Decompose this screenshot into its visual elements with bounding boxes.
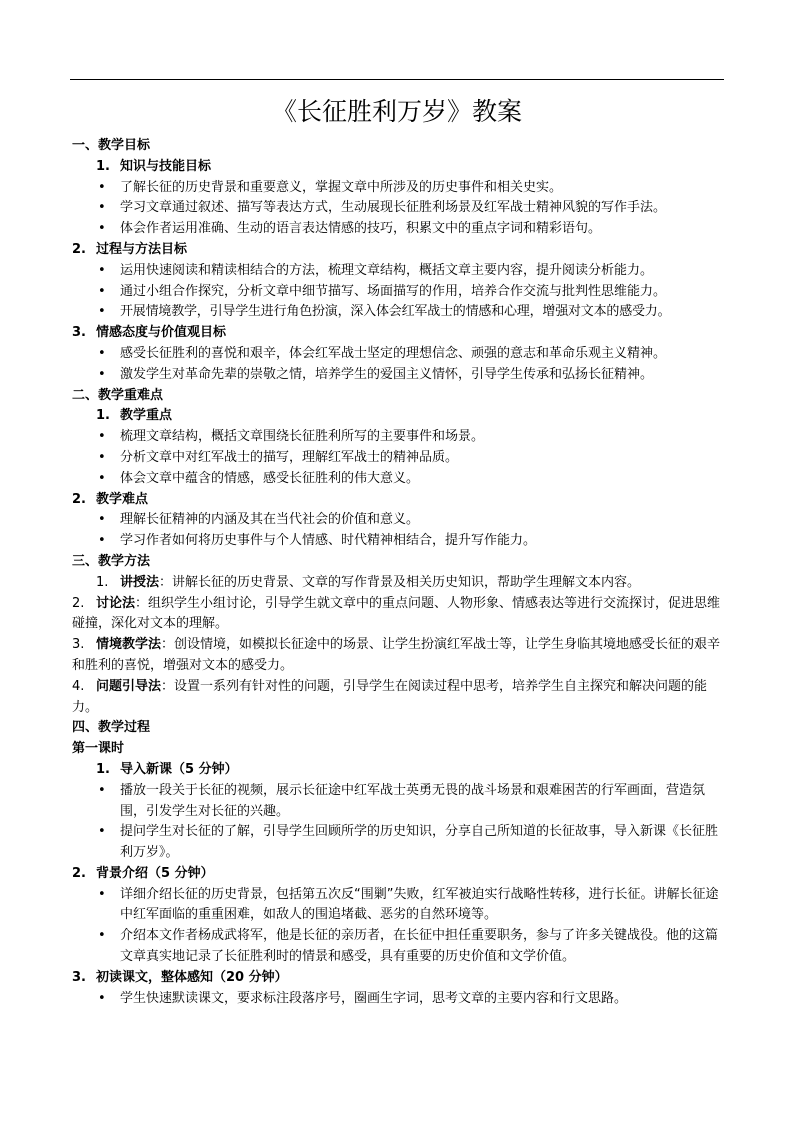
bullet-icon: • (98, 429, 106, 445)
list-item: • 学习文章通过叙述、描写等表达方式，生动展现长征胜利场景及红军战士精神风貌的写作手法。 (72, 198, 724, 219)
subheading: 3. 初读课文，整体感知（20 分钟） (72, 969, 288, 985)
list-item: • 了解长征的历史背景和重要意义，掌握文章中所涉及的历史事件和相关史实。 (72, 178, 724, 199)
bullet-icon: • (98, 304, 106, 320)
bullet-icon: • (98, 221, 106, 237)
bullet-icon: • (98, 449, 106, 465)
bullet-icon: • (98, 782, 106, 798)
bullet-icon: • (98, 262, 106, 278)
subheading: 1. 教学重点 (96, 408, 173, 424)
list-item: • 播放一段关于长征的视频，展示长征途中红军战士英勇无畏的战斗场景和艰难困苦的行军画面，营造氛围，引发学生对长征的兴趣。 (98, 782, 706, 819)
header-rule (70, 79, 724, 80)
section-heading-methods: 三、教学方法 (72, 553, 151, 569)
bullet-icon: • (98, 512, 106, 528)
list-item: • 理解长征精神的内涵及其在当代社会的价值和意义。 (72, 510, 724, 531)
bullet-icon: • (98, 345, 106, 361)
list-item: • 体会作者运用准确、生动的语言表达情感的技巧，积累文中的重点字词和精彩语句。 (72, 219, 724, 240)
subheading: 1. 知识与技能目标 (96, 158, 212, 174)
section-heading-process: 四、教学过程 (72, 720, 151, 736)
bullet-icon: • (98, 990, 106, 1006)
list-item: • 体会文章中蕴含的情感，感受长征胜利的伟大意义。 (72, 469, 724, 490)
list-item: • 学生快速默读课文，要求标注段落序号，圈画生字词，思考文章的主要内容和行文思路。 (72, 989, 724, 1010)
list-item: • 详细介绍长征的历史背景，包括第五次反“围剿”失败，红军被迫实行战略性转移，进行长征。讲解长征途中红军面临的重重困难，如敌人的围追堵截、恶劣的自然环境等。 (98, 886, 719, 923)
subheading: 1. 导入新课（5 分钟） (96, 761, 238, 777)
subheading: 2. 教学难点 (72, 491, 149, 507)
page-title: 《长征胜利万岁》教案 (271, 97, 522, 126)
list-item: • 通过小组合作探究，分析文章中细节描写、场面描写的作用，培养合作交流与批判性思维能力。 (72, 282, 724, 303)
list-item: • 分析文章中对红军战士的描写，理解红军战士的精神品质。 (72, 448, 724, 469)
list-item: • 学习作者如何将历史事件与个人情感、时代精神相结合，提升写作能力。 (72, 531, 724, 552)
subheading: 2. 过程与方法目标 (72, 241, 188, 257)
bullet-icon: • (98, 533, 106, 549)
method-item: 3. 情境教学法：创设情境，如模拟长征途中的场景、让学生扮演红军战士等，让学生身临其境地感受长征的艰辛和胜利的喜悦，增强对文本的感受力。 (72, 637, 721, 673)
bullet-icon: • (98, 928, 106, 944)
method-item: 4. 问题引导法：设置一系列有针对性的问题，引导学生在阅读过程中思考，培养学生自主探究和解决问题的能力。 (72, 678, 708, 715)
bullet-icon: • (98, 200, 106, 216)
list-item: • 提问学生对长征的了解，引导学生回顾所学的历史知识，分享自己所知道的长征故事，导入新课《长征胜利万岁》。 (98, 824, 719, 861)
bullet-icon: • (98, 366, 106, 382)
list-item: • 介绍本文作者杨成武将军，他是长征的亲历者，在长征中担任重要职务，参与了许多关键战役。他的这篇文章真实地记录了长征胜利时的情景和感受，具有重要的历史价值和文学价值。 (98, 928, 719, 965)
list-item: • 梳理文章结构，概括文章围绕长征胜利所写的主要事件和场景。 (72, 427, 724, 448)
list-item: • 开展情境教学，引导学生进行角色扮演，深入体会红军战士的情感和心理，增强对文本的感受力。 (72, 302, 724, 323)
bullet-icon: • (98, 179, 106, 195)
method-item: 1. 讲授法：讲解长征的历史背景、文章的写作背景及相关历史知识，帮助学生理解文本内容。 (96, 574, 641, 590)
list-item: • 感受长征胜利的喜悦和艰辛，体会红军战士坚定的理想信念、顽强的意志和革命乐观主义精神。 (72, 344, 724, 365)
list-item: • 激发学生对革命先辈的崇敬之情，培养学生的爱国主义情怀，引导学生传承和弘扬长征精神。 (72, 365, 724, 386)
subheading: 2. 背景介绍（5 分钟） (72, 865, 214, 881)
section-heading-keypoints: 二、教学重难点 (72, 387, 164, 403)
bullet-icon: • (98, 886, 106, 902)
method-item: 2. 讨论法：组织学生小组讨论，引导学生就文章中的重点问题、人物形象、情感表达等进行交流探讨，促进思维碰撞，深化对文本的理解。 (72, 595, 721, 632)
document-body (72, 136, 724, 1009)
bullet-icon: • (98, 283, 106, 299)
bullet-icon: • (98, 824, 106, 840)
lesson-label: 第一课时 (72, 741, 125, 757)
bullet-icon: • (98, 470, 106, 486)
list-item: • 运用快速阅读和精读相结合的方法，梳理文章结构，概括文章主要内容，提升阅读分析能力。 (72, 261, 724, 282)
section-heading-goals: 一、教学目标 (72, 138, 151, 153)
subheading: 3. 情感态度与价值观目标 (72, 325, 227, 341)
